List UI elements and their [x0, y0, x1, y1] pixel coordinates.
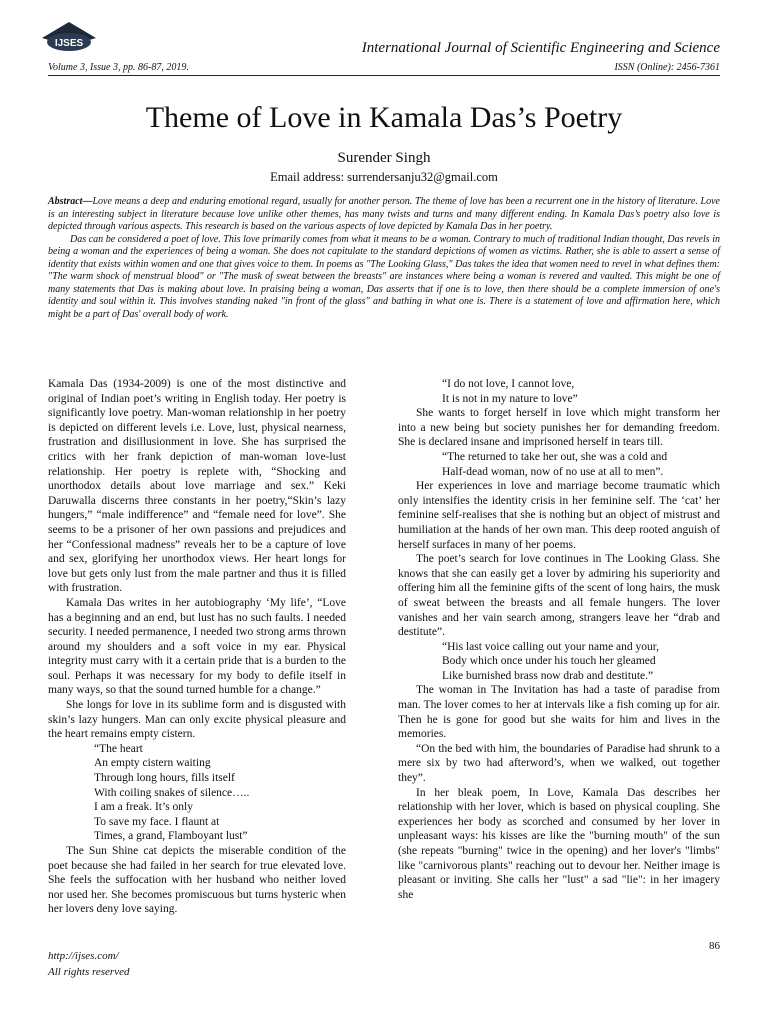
right-paragraph-6: In her bleak poem, In Love, Kamala Das describes her relationship with her lover, which is based on physical coupling. She experiences her body as scorched and consumed by her lover in unpleasant ways: his kisses are like the "burning mouth" of the sun (she repeats "burning" twice in the opening) and her lover's "limbs" like "carnivorous plants" reaching out to devour her. Neither image is pleasant or inviting. She calls her "lust" a sad "lie": in her imagery she [398, 786, 720, 901]
header-rule [48, 75, 720, 76]
poem-line: “The returned to take her out, she was a cold and [442, 450, 668, 463]
issn: ISSN (Online): 2456-7361 [614, 62, 720, 73]
paper-title: Theme of Love in Kamala Das’s Poetry [145, 101, 623, 134]
abstract-paragraph-1 [48, 196, 720, 234]
poem-returned [398, 450, 720, 479]
author-email: Email address: surrendersanju32@gmail.com [270, 170, 498, 184]
poem-line: Body which once under his touch her gleamed [442, 655, 656, 668]
right-paragraph-1: She wants to forget herself in love which might transform her into a new being but society punishes her for demanding freedom. She is declared insane and imprisoned herself in tears till. [398, 407, 720, 449]
poem-line: I am a freak. It’s only [94, 801, 193, 814]
abstract-label: Abstract— [48, 196, 93, 207]
left-column [48, 377, 346, 917]
left-paragraph-2: Kamala Das writes in her autobiography ‘My life’, “Love has a beginning and an end, but lust has no such faults. I needed security. I needed permanence, I needed two strong arms thrown around my shoulders and a soft voice in my ear. Physical integrity must carry with it a certain pride that is a burden to the soul. Perhaps it was necessary for my body to defile itself in many ways, so that the sound turned humble for a change.” [48, 596, 346, 697]
right-paragraph-3: The poet’s search for love continues in The Looking Glass. She knows that she can easily get a lover by admiring his superiority and offering him all the feminine gifts of the scent of long hairs, the musk of sweat between the breasts and all female hungers. The lover vanishes and her vain search among, strangers leave her “drab and destitute”. [398, 553, 720, 639]
left-paragraph-4: The Sun Shine cat depicts the miserable condition of the poet because she had failed in her search for true elevated love. She feels the suffocation with her husband who neither loved nor used her. She becomes promiscuous but turns hysteric when her lovers deny love saying. [48, 845, 346, 916]
footer-rights: All rights reserved [48, 966, 130, 978]
abstract [48, 196, 720, 321]
abstract-paragraph-2: Das can be considered a poet of love. This love primarily comes from what it means to be a woman. Contrary to much of traditional Indian thought, Das revels in being a woman and the experiences of being a woman. She does not capitulate to the standard depictions of women as victims. Rather, she is able to assert a sense of identity that exists within women and one that gives voice to them. In poems as "The Looking Glass," Das takes the idea that women need to revel in what defines them: "The warm shock of menstrual blood" or "The musk of sweat between the breasts" are instances where being a woman is revered and vaulted. This might be one of many statements that Das is making about love. In praising being a woman, Das asserts that if one is to love, then there should be a complete immersion of one's identity and soul within it. This involves standing naked "in front of the glass" and bathing in what one is. There is a statement of love and affirmation here, which might be a part of Das' overall body of work. [48, 233, 720, 320]
poem-heart [48, 742, 346, 844]
poem-do-not-love [398, 377, 720, 406]
poem-line: An empty cistern waiting [94, 757, 211, 770]
poem-line: With coiling snakes of silence….. [94, 786, 250, 799]
poem-line: Through long hours, fills itself [94, 772, 235, 785]
volume-info: Volume 3, Issue 3, pp. 86-87, 2019. [48, 62, 189, 73]
right-column [398, 377, 720, 902]
poem-last-voice [398, 640, 720, 684]
poem-line: “I do not love, I cannot love, [442, 378, 575, 390]
right-paragraph-2: Her experiences in love and marriage become traumatic which only intensifies the identity crisis in her feminine self. The ‘cat’ her feminine self-realises that she is nothing but an object of mistrust and humiliation at the hands of her own man. This deep rooted anguish of herself surfaces in many of her poems. [398, 480, 720, 551]
logo-text: IJSES [54, 38, 84, 49]
ijses-logo [38, 20, 100, 60]
poem-line: To save my face. I flaunt at [94, 815, 220, 828]
poem-line: “His last voice calling out your name and your, [442, 640, 660, 653]
poem-line: “The heart [94, 742, 143, 755]
left-paragraph-1: Kamala Das (1934-2009) is one of the most distinctive and original of Indian poet’s writing in English today. Her poetry is significantly love poetry. Man-woman relationship in her poetry is depicted on different levels i.e. Love, lust, physical nearness, frustration and disillusionment in love. She has surprised the critics with her frank depiction of man-woman love-lust relationship. Her poetry is replete with, “Shocking and unorthodox details about love marriage and sex.” Keki Daruwalla discerns three constants in her poetry,“Skin’s lazy hungers,” “male indifference” and “female need for love”. She seems to be a prisoner of her own passions and prejudices and her “Confessional madness” reveals her to be a capture of love and sex, glorifying her unorthodox views. Her heart longs for love but gets only lust from the male partner and thus it is filled with frustration. [48, 378, 346, 595]
poem-line: Like burnished brass now drab and destitute.” [442, 669, 654, 682]
poem-line: Half-dead woman, now of no use at all to men”. [442, 465, 664, 478]
author-name: Surender Singh [337, 150, 431, 166]
journal-name: International Journal of Scientific Engineering and Science [361, 40, 720, 56]
left-paragraph-3: She longs for love in its sublime form and is disgusted with skin’s lazy hungers. Man can only excite physical pleasure and the heart remains empty cistern. [48, 699, 346, 741]
poem-line: It is not in my nature to love” [442, 392, 578, 405]
poem-line: Times, a grand, Flamboyant lust” [94, 830, 248, 843]
right-paragraph-5: “On the bed with him, the boundaries of Paradise had shrunk to a mere six by two had afterword’s, when we walked, out together they”. [398, 742, 720, 785]
right-paragraph-4: The woman in The Invitation has had a taste of paradise from man. The lover comes to her at intervals like a fish coming up for air. Then he is gone for good but she waits for him and lives in the memories. [398, 684, 720, 741]
page-number: 86 [709, 940, 720, 952]
abstract-text-1: Love means a deep and enduring emotional regard, usually for another person. The theme of love has been a recurrent one in the history of literature. Love is an interesting subject in literature because love unlike other themes, has many twists and turns and many different ending. In Kamala Das’s poetry also love is depicted through various aspects. This research is based on the various aspects of love depicted by Kamala Das in her poetry. [48, 196, 720, 232]
footer-url-link[interactable]: http://ijses.com/ [48, 950, 119, 962]
